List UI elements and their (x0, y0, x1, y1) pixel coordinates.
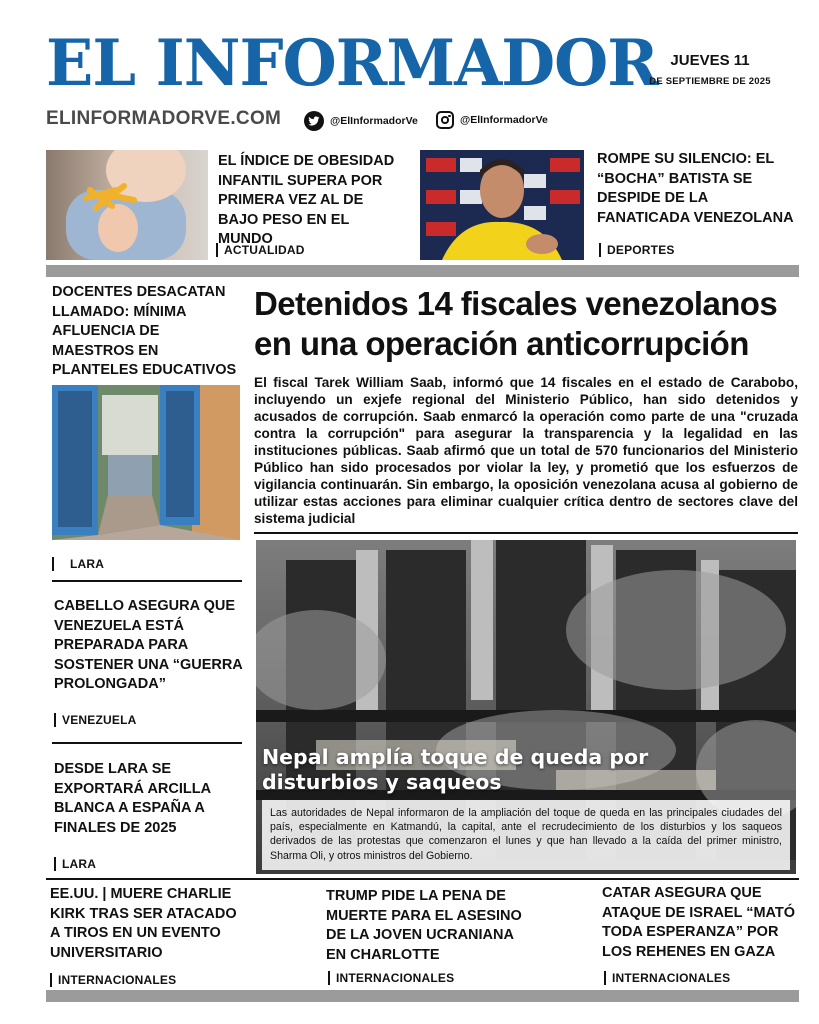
section-tag-venezuela[interactable]: VENEZUELA (54, 713, 136, 727)
nepal-headline[interactable]: Nepal amplía toque de queda por disturbios y saqueos (262, 745, 649, 794)
bottom-section-rule (46, 878, 799, 880)
main-story-body: El fiscal Tarek William Saab, informó que 14 fiscales en el estado de Carabobo, incluyendo un exjefe regional del Ministerio Público, han sido detenidos y acusados de corrupción. Saab enmarcó la operación como parte de una "cruzada contra la corrupción" para asegurar la transparencia y la legalidad en las instituciones públicas. Saab afirmó que un total de 570 funcionarios del Ministerio Público han sido procesados por violar la ley, y prometió que los esfuerzos de vigilancia continuarán. Sin embargo, la oposición venezolana acusa al gobierno de utilizar estas acciones para eliminar cualquier crítica dentro de sectores clave del sistema judicial (254, 375, 798, 526)
section-tag-internacionales-3[interactable]: INTERNACIONALES (604, 971, 730, 985)
section-tag-lara-1[interactable]: LARA (52, 557, 104, 571)
main-story-rule (254, 532, 798, 534)
section-tag-deportes[interactable]: DEPORTES (599, 243, 675, 257)
section-tag-internacionales-1[interactable]: INTERNACIONALES (50, 973, 176, 987)
charlie-kirk-headline[interactable]: EE.UU. | MUERE CHARLIE KIRK TRAS SER ATACADO A TIROS EN UN EVENTO UNIVERSITARIO (50, 886, 237, 961)
bocha-batista-headline[interactable]: ROMPE SU SILENCIO: EL “BOCHA” BATISTA SE DESPIDE DE LA FANATICADA VENEZOLANA (597, 151, 794, 226)
top-divider-bar (46, 265, 799, 277)
masthead-logo: EL INFORMADOR (46, 26, 658, 101)
trump-headline[interactable]: TRUMP PIDE LA PENA DE MUERTE PARA EL ASESINO DE LA JOVEN UCRANIANA EN CHARLOTTE (326, 888, 522, 963)
sidebar-rule-2 (52, 742, 242, 744)
instagram-handle-text: @ElInformadorVe (460, 114, 548, 126)
section-tag-actualidad[interactable]: ACTUALIDAD (216, 243, 305, 257)
cabello-headline[interactable]: CABELLO ASEGURA QUE VENEZUELA ESTÁ PREPARADA PARA SOSTENER UNA “GUERRA PROLONGADA” (54, 598, 243, 692)
teachers-headline[interactable]: DOCENTES DESACATAN LLAMADO: MÍNIMA AFLUENCIA DE MAESTROS EN PLANTELES EDUCATIVOS (52, 284, 237, 378)
child-eating-fries-photo[interactable] (46, 150, 208, 260)
obesity-headline[interactable]: EL ÍNDICE DE OBESIDAD INFANTIL SUPERA POR PRIMERA VEZ AL DE BAJO PESO EN EL MUNDO (218, 153, 395, 247)
catar-headline[interactable]: CATAR ASEGURA QUE ATAQUE DE ISRAEL “MATÓ TODA ESPERANZA” POR LOS REHENES EN GAZA (602, 885, 796, 960)
issue-date-month-year: DE SEPTIEMBRE DE 2025 (649, 76, 771, 87)
instagram-icon (436, 111, 454, 129)
footer-divider-bar (46, 990, 799, 1002)
instagram-handle[interactable] (436, 111, 548, 129)
sidebar-rule-1 (52, 580, 242, 582)
section-tag-lara-2[interactable]: LARA (54, 857, 96, 871)
section-tag-internacionales-2[interactable]: INTERNACIONALES (328, 971, 454, 985)
nepal-story-body: Las autoridades de Nepal informaron de la ampliación del toque de queda en las principales ciudades del país, especialmente en Katmandú, la capital, ante el recrudecimiento de los disturbios y los saqueos derivados de las protestas que comenzaron el lunes y que han llevado a la caída del primer ministro, Sharma Oli, y otros ministros del Gobierno. (262, 800, 790, 870)
site-url[interactable]: ELINFORMADORVE.COM (46, 108, 282, 129)
twitter-handle[interactable] (304, 111, 418, 131)
twitter-icon (304, 111, 324, 131)
main-headline[interactable]: Detenidos 14 fiscales venezolanos en una operación anticorrupción (254, 285, 778, 362)
arcilla-headline[interactable]: DESDE LARA SE EXPORTARÁ ARCILLA BLANCA A ESPAÑA A FINALES DE 2025 (54, 761, 211, 836)
bocha-batista-photo[interactable] (420, 150, 584, 260)
issue-date-day: JUEVES 11 (670, 52, 750, 69)
twitter-handle-text: @ElInformadorVe (330, 115, 418, 127)
school-doorway-photo[interactable] (52, 385, 240, 540)
